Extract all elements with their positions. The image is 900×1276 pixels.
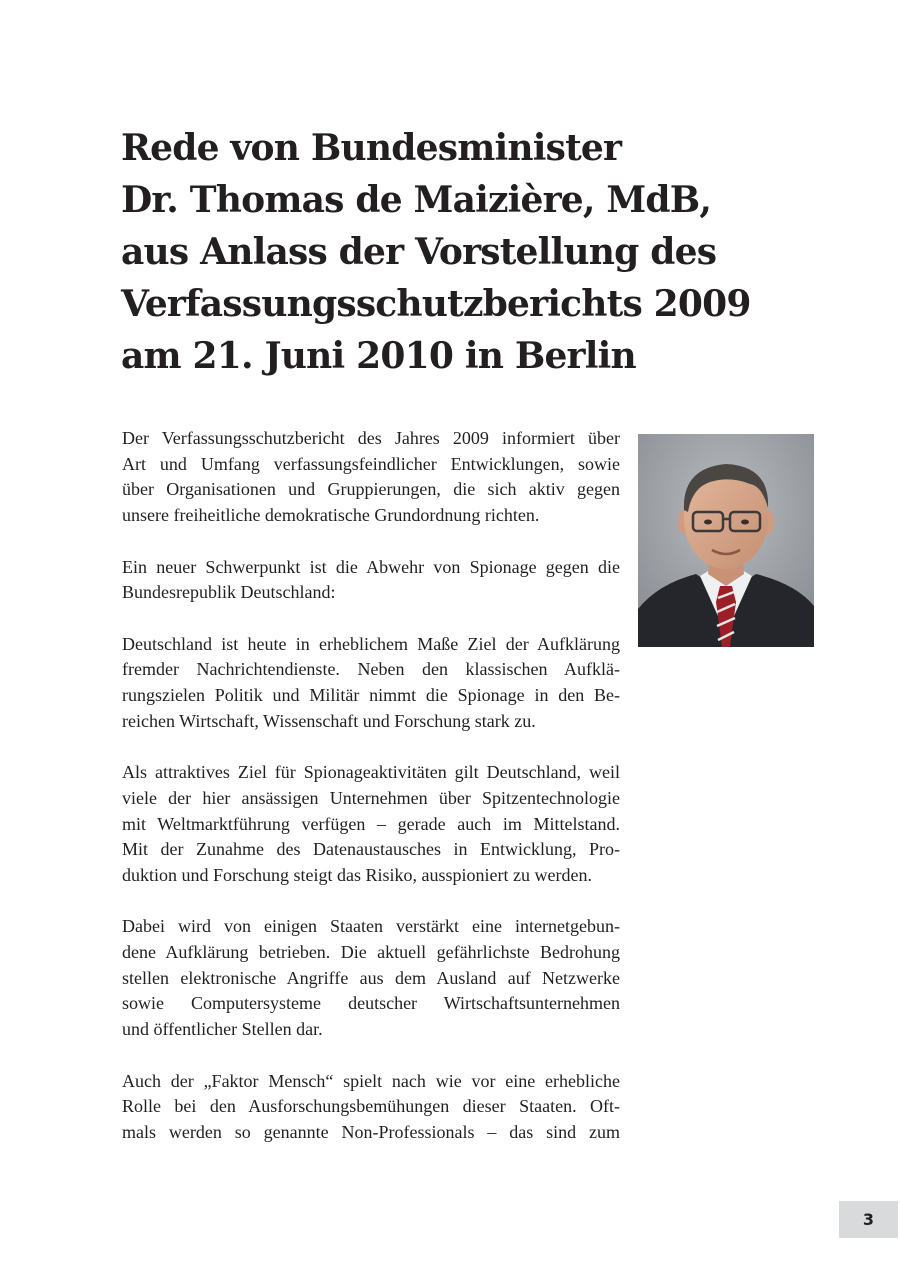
text-line: rungszielen Politik und Militär nimmt die Spionage in den Be- (122, 685, 620, 705)
paragraph (122, 426, 620, 529)
text-line: reichen Wirtschaft, Wissenschaft und Forschung stark zu. (122, 710, 536, 731)
title-line: Verfassungsschutzberichts 2009 (121, 283, 751, 325)
title-line: am 21. Juni 2010 in Berlin (121, 335, 636, 377)
body-text (122, 426, 620, 1171)
text-line: fremder Nachrichtendienste. Neben den klassischen Aufklä- (122, 659, 620, 680)
text-line: dene Aufklärung betrieben. Die aktuell gefährlichste Bedrohung (122, 942, 620, 962)
text-line: Bundesrepublik Deutschland: (122, 582, 336, 603)
text-line: viele der hier ansässigen Unternehmen über Spitzentechnologie (122, 787, 620, 808)
text-line: unsere freiheitliche demokratische Grundordnung richten. (122, 505, 540, 526)
text-line: Rolle bei den Ausforschungsbemühungen dieser Staaten. Oft- (122, 1096, 620, 1117)
paragraph (122, 632, 620, 735)
paragraph (122, 760, 620, 889)
text-line: Als attraktives Ziel für Spionageaktivitäten gilt Deutschland, weil (122, 762, 620, 783)
title-line: Dr. Thomas de Maizière, MdB, (121, 179, 712, 221)
text-line: Mit der Zunahme des Datenaustausches in Entwicklung, Pro- (122, 839, 620, 860)
text-line: Auch der „Faktor Mensch“ spielt nach wie vor eine erhebliche (122, 1070, 620, 1091)
title-line: aus Anlass der Vorstellung des (121, 231, 717, 273)
text-line: Der Verfassungsschutzbericht des Jahres 2009 informiert über (122, 428, 620, 448)
text-line: mit Weltmarktführung verfügen – gerade auch im Mittelstand. (122, 813, 620, 834)
page-number-box (839, 1201, 898, 1238)
text-line: stellen elektronische Angriffe aus dem Ausland auf Netzwerke (122, 967, 620, 988)
text-line: über Organisationen und Gruppierungen, die sich aktiv gegen (122, 479, 620, 500)
text-line: und öffentlicher Stellen dar. (122, 1019, 323, 1040)
text-line: Art und Umfang verfassungsfeindlicher Entwicklungen, sowie (122, 453, 620, 474)
page-number: 3 (862, 1210, 875, 1229)
text-line: Ein neuer Schwerpunkt ist die Abwehr von Spionage gegen die (122, 556, 620, 577)
text-line: Dabei wird von einigen Staaten verstärkt eine internetgebun- (122, 916, 620, 937)
paragraph (122, 1069, 620, 1146)
portrait-illustration (638, 434, 814, 647)
portrait-photo (638, 434, 814, 647)
text-line: sowie Computersysteme deutscher Wirtschaftsunternehmen (122, 993, 620, 1014)
title-line: Rede von Bundesminister (121, 127, 622, 169)
text-line: duktion und Forschung steigt das Risiko, ausspioniert zu werden. (122, 864, 592, 885)
text-line: Deutschland ist heute in erheblichem Maße Ziel der Aufklärung (122, 633, 620, 654)
paragraph (122, 914, 620, 1043)
page-title (121, 122, 761, 382)
text-line: mals werden so genannte Non-Professionals – das sind zum (122, 1121, 620, 1142)
paragraph (122, 555, 620, 606)
